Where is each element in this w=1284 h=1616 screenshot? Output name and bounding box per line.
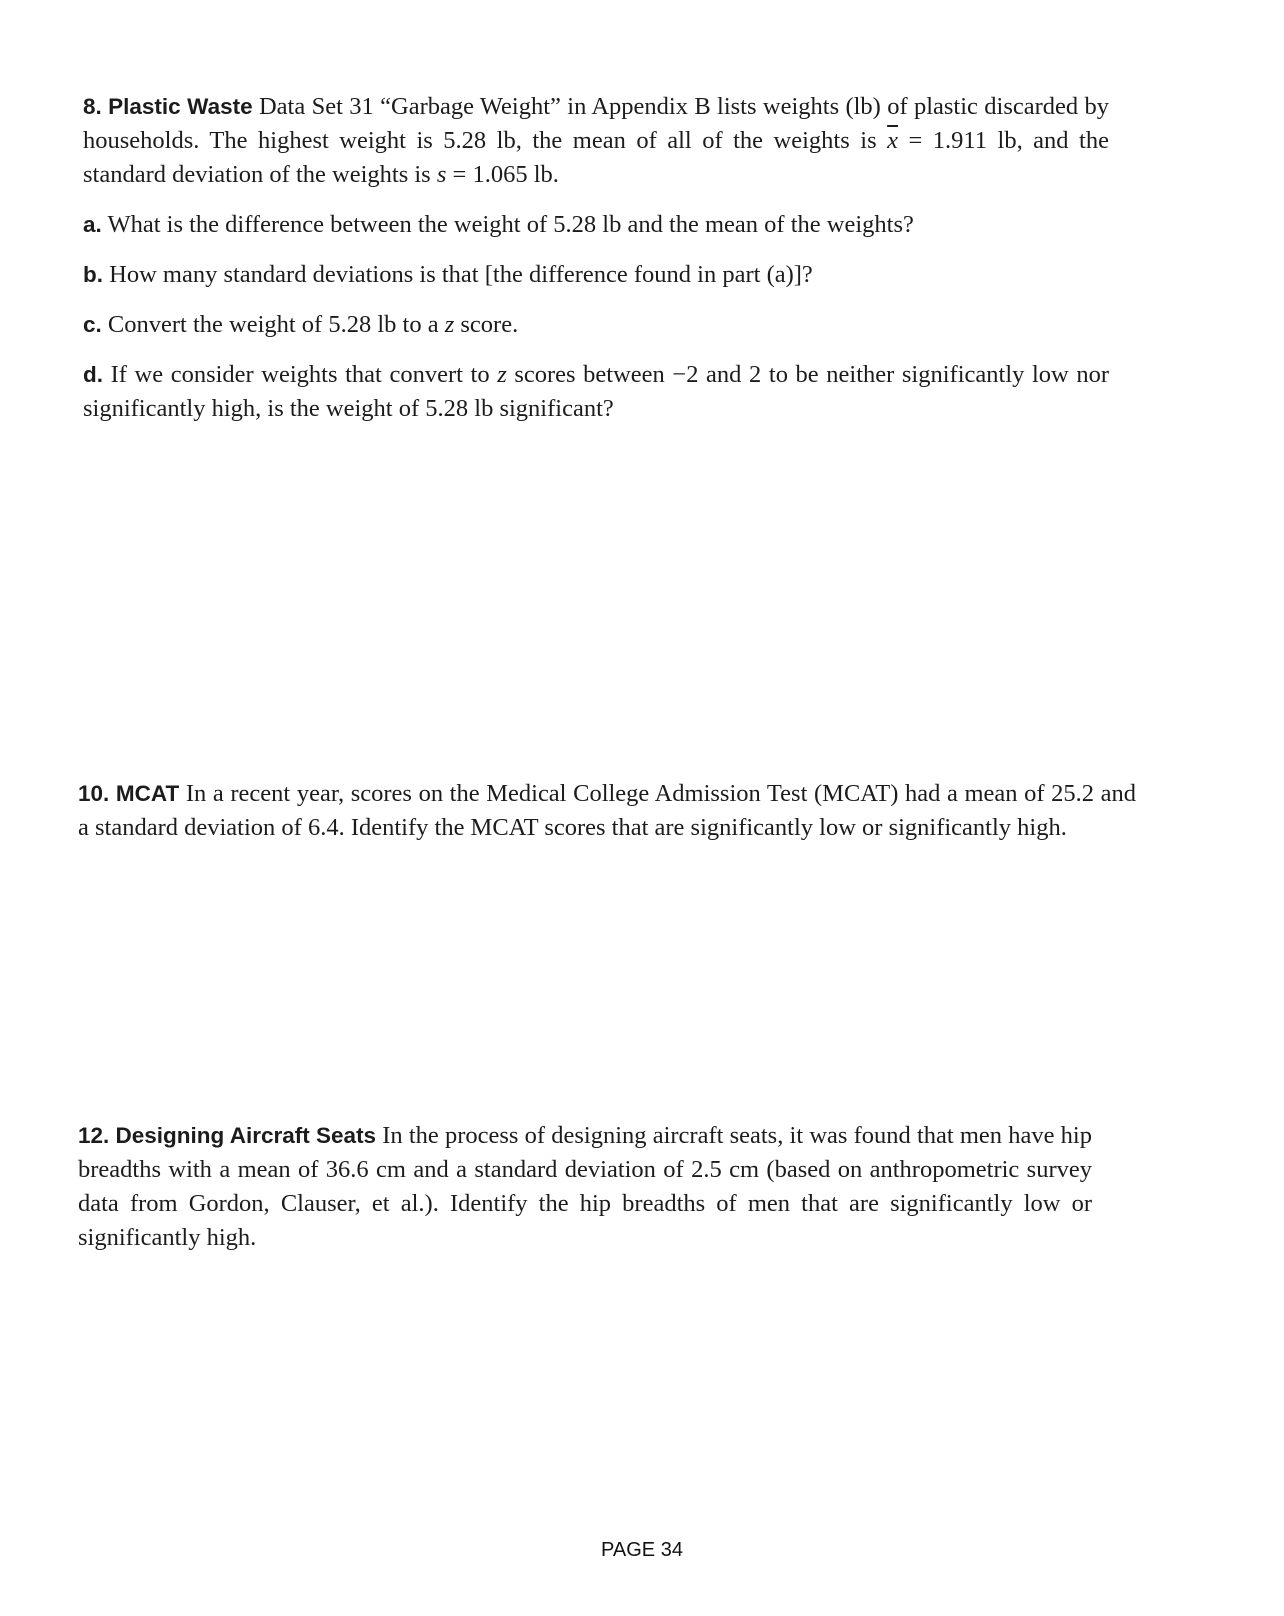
problem-12-text: In the process of designing aircraft seats, it was found that men have hip breadths with a mean of 36.6 cm and a standard deviation of 2.5 cm (based on anthropometric survey data from Gordon, Clauser, et al.). Identify the hip breadths of men that are significantly low or significantly high. — [78, 1122, 1092, 1251]
problem-8 — [83, 90, 1109, 426]
problem-8-statement — [83, 90, 1109, 192]
problem-10-statement — [78, 777, 1136, 845]
xbar-symbol: $\overline{x}$ — [887, 127, 898, 154]
problem-10-number: 10. — [78, 781, 110, 806]
problem-8-part-b — [83, 258, 1109, 292]
problem-10-heading: MCAT — [115, 781, 180, 806]
problem-12 — [78, 1119, 1092, 1255]
problem-12-heading: Designing Aircraft Seats — [115, 1123, 377, 1148]
part-c-label: c. — [83, 312, 102, 337]
z-symbol: z — [497, 361, 507, 388]
problem-8-intro: Data Set 31 “Garbage Weight” in Appendix B lists weights (lb) of plastic discarded by households. The highest weight is 5.28 lb, the mean of all of the weights is — [83, 93, 1110, 154]
problem-12-statement — [78, 1119, 1092, 1255]
problem-10-text: In a recent year, scores on the Medical College Admission Test (MCAT) had a mean of 25.2 and a standard deviation of 6.4. Identify the MCAT scores that are significantly low or significantly high. — [78, 780, 1137, 841]
part-c-text-after: score. — [454, 311, 519, 338]
problem-8-intro-mid: = 1.911 lb, and the standard deviation of the weights is — [83, 127, 1109, 188]
problem-8-heading: Plastic Waste — [108, 94, 253, 119]
problem-8-intro-end: = 1.065 lb. — [446, 161, 559, 188]
problem-12-number: 12. — [78, 1123, 110, 1148]
problem-8-number: 8. — [83, 94, 102, 119]
problem-10 — [78, 777, 1136, 845]
part-b-label: b. — [83, 262, 103, 287]
page-number: PAGE 34 — [601, 1539, 683, 1561]
part-d-label: d. — [83, 362, 103, 387]
s-symbol: s — [436, 161, 447, 188]
part-a-text: What is the difference between the weight of 5.28 lb and the mean of the weights? — [107, 211, 914, 238]
problem-8-part-a — [83, 208, 1109, 242]
problem-8-part-d — [83, 358, 1109, 426]
part-a-label: a. — [83, 212, 102, 237]
part-d-text-after: scores between −2 and 2 to be neither significantly low nor significantly high, is the weight of 5.28 lb significant? — [83, 361, 1109, 422]
z-symbol: z — [444, 311, 455, 338]
part-b-text: How many standard deviations is that [the difference found in part (a)]? — [109, 261, 813, 288]
part-c-text-before: Convert the weight of 5.28 lb to a — [107, 311, 445, 338]
part-d-text-before: If we consider weights that convert to — [110, 361, 498, 388]
problem-8-part-c — [83, 308, 1109, 342]
